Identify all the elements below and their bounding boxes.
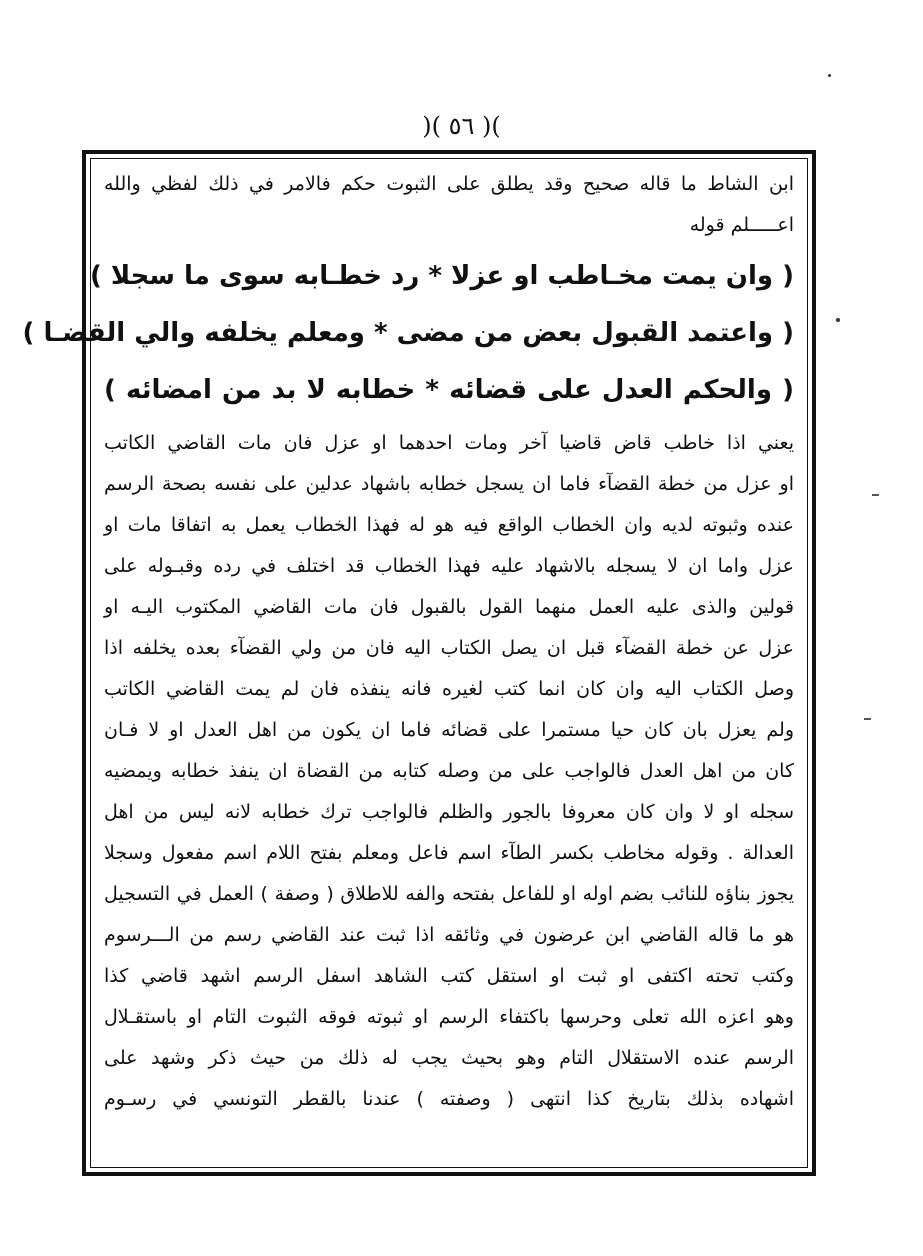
commentary-line: وهو اعزه الله تعلى وحرسها باكتفاء الرسم او ثبوته فوقه الثبوت التام او باستقـلال bbox=[104, 1006, 794, 1028]
commentary-line: ولم يعزل بان كان حيا مستمرا على قضائه فاما ان يكون من اهل العدل او لا فـان bbox=[104, 719, 794, 741]
commentary-line: يعني اذا خاطب قاض قاضيا آخر ومات احدهما او عزل فان مات القاضي الكاتب bbox=[104, 432, 794, 454]
commentary-line: اشهاده بذلك بتاريخ كذا انتهى ( وصفته ) عندنا بالقطر التونسي في رسـوم bbox=[104, 1088, 794, 1110]
verse-line: ( واعتمد القبول بعض من مضى * ومعلم يخلفه والي القضـا ) bbox=[22, 318, 794, 348]
scan-speck bbox=[864, 718, 871, 720]
text-body bbox=[22, 164, 794, 1120]
commentary-line: يجوز بناؤه للنائب بضم اوله او للفاعل بفتحه والفه للاطلاق ( وصفة ) العمل في التسجيل bbox=[104, 883, 794, 905]
commentary-line: قولين والذى عليه العمل منهما القول بالقبول فان مات القاضي المكتوب اليـه او bbox=[104, 596, 794, 618]
commentary-line: عنده وثبوته لديه وان الخطاب الواقع فيه هو له فهذا الخطاب يعمل به اتفاقا مات او bbox=[104, 514, 794, 536]
page-number: )( ٥٦ )( bbox=[422, 112, 501, 140]
commentary-line: وكتب تحته اكتفى او ثبت او استقل كتب الشاهد اسفل الرسم اشهد قاضي كذا bbox=[104, 965, 794, 987]
commentary-line: العدالة . وقوله مخاطب بكسر الطآء اسم فاعل ومعلم بفتح اللام اسم مفعول وسجلا bbox=[104, 842, 794, 864]
verse-line: ( والحكم العدل على قضائه * خطابه لا بد من امضائه ) bbox=[104, 375, 794, 405]
commentary-line: عزل واما ان لا يسجله بالاشهاد عليه فهذا الخطاب قد اختلف في رده وقبـوله على bbox=[104, 555, 794, 577]
commentary-line: كان من اهل العدل فالواجب على من وصله كتابه من القضاة ان ينفذ خطابه ويمضيه bbox=[104, 760, 794, 782]
scan-speck bbox=[872, 494, 879, 496]
scan-speck bbox=[828, 74, 831, 77]
commentary-line: سجله او لا وان كان معروفا بالجور والظلم فالواجب ترك خطابه لانه ليس من اهل bbox=[104, 801, 794, 823]
commentary-text bbox=[104, 423, 794, 1120]
intro-line: ابن الشاط ما قاله صحيح وقد يطلق على الثبوت حكم فالامر في ذلك لفظي والله bbox=[104, 173, 794, 195]
commentary-line: هو ما قاله القاضي ابن عرضون في وثائقه اذا ثبت عند القاضي رسم من الـــرسوم bbox=[104, 924, 794, 946]
scan-speck bbox=[836, 318, 840, 322]
commentary-line: او عزل من خطة القضآء فاما ان يسجل خطابه باشهاد عدلين على نفسه بصحة الرسم bbox=[104, 473, 794, 495]
verse-block bbox=[22, 248, 794, 419]
commentary-line: عزل عن خطة القضآء قبل ان يصل الكتاب اليه فان من ولي القضآء بعده يخلفه اذا bbox=[104, 637, 794, 659]
intro-line: اعـــــلم قوله bbox=[689, 214, 794, 236]
commentary-line: وصل الكتاب اليه وان كان انما كتب لغيره فانه ينفذه فان لم يمت القاضي الكاتب bbox=[104, 678, 794, 700]
verse-line: ( وان يمت مخـاطب او عزلا * رد خطـابه سوى ما سجلا ) bbox=[90, 261, 794, 291]
intro-text bbox=[104, 164, 794, 246]
commentary-line: الرسم عنده الاستقلال التام وهو بحيث يجب له ذلك من حيث ذكر وشهد على bbox=[104, 1047, 794, 1069]
